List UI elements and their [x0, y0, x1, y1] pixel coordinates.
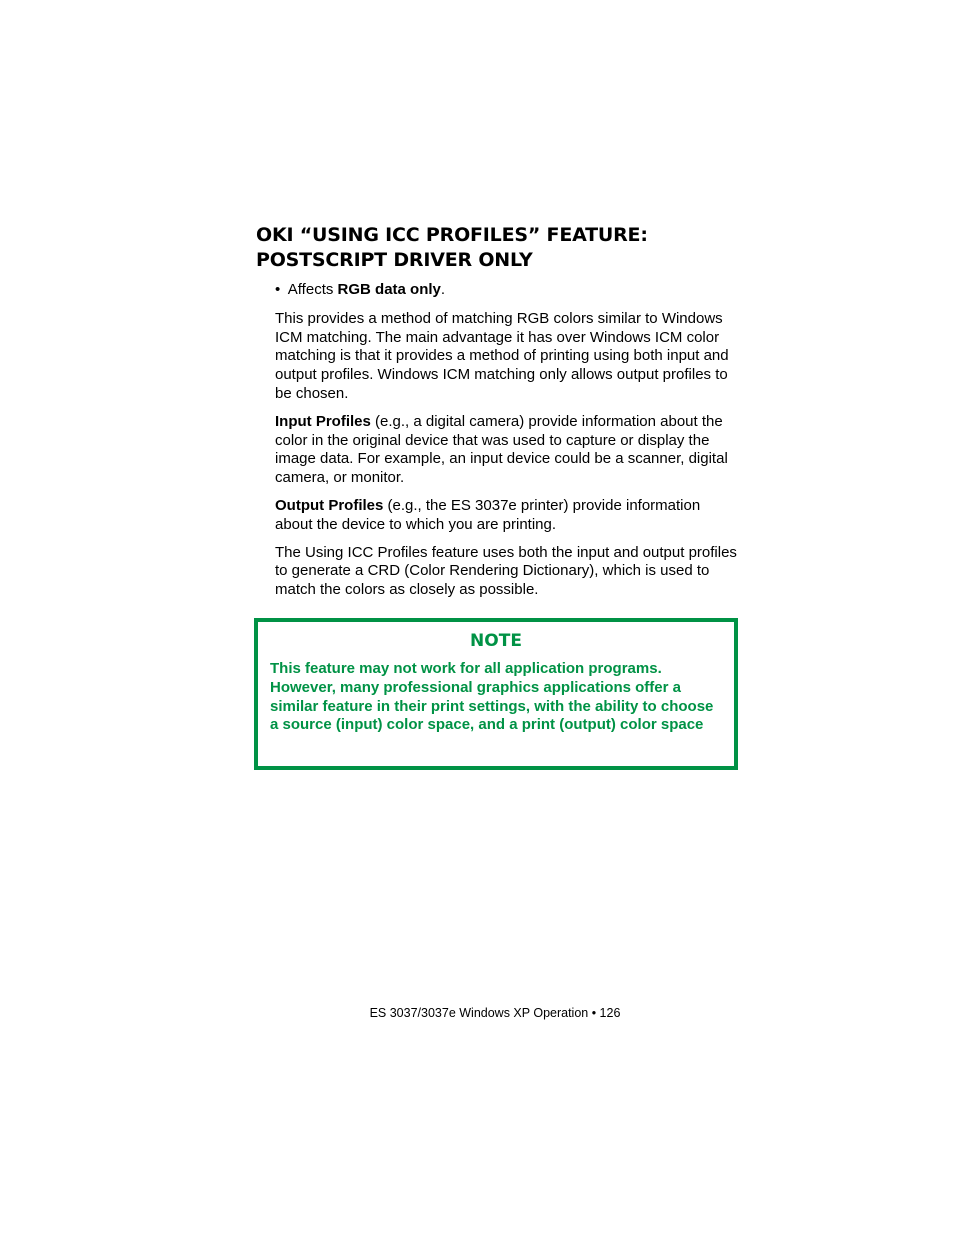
paragraph-intro: This provides a method of matching RGB colors similar to Windows ICM matching. The main advantage it has over Windows ICM color matching is that it provides a method of printing using both input and output profiles. Windows ICM matching only allows output profiles to be chosen. [275, 309, 729, 402]
bullet-suffix: . [440, 281, 446, 298]
paragraph-input-profiles [275, 413, 737, 488]
input-profiles-term: Input Profiles [275, 412, 371, 430]
bullet-marker: • [275, 281, 281, 298]
note-title: NOTE [470, 631, 522, 651]
input-profiles-description: (e.g., a digital camera) provide information about the color in the original device that was used to capture or display the image data. For example, an input device could be a scanner, digital camera, or monitor. [275, 412, 728, 487]
body-content [275, 281, 737, 609]
paragraph-output-profiles [275, 497, 737, 535]
output-profiles-description: (e.g., the ES 3037e printer) provide information about the device to which you are printing. [275, 496, 701, 533]
page-footer: ES 3037/3037e Windows XP Operation • 126 [369, 1006, 621, 1020]
bullet-prefix: Affects [287, 281, 338, 298]
section-heading-line1: OKI “USING ICC PROFILES” FEATURE: [256, 224, 648, 246]
bullet-bold-text: RGB data only [337, 281, 441, 298]
paragraph-crd: The Using ICC Profiles feature uses both the input and output profiles to generate a CRD (Color Rendering Dictionary), which is used to match the colors as closely as possible. [275, 543, 737, 599]
note-box [254, 618, 738, 770]
output-profiles-term: Output Profiles [275, 496, 384, 514]
section-heading [256, 223, 776, 273]
note-text: This feature may not work for all application programs. However, many professional graphics applications offer a similar feature in their print settings, with the ability to choose a source (input) color space, and a print (output) color space [270, 660, 714, 734]
section-heading-line2: POSTSCRIPT DRIVER ONLY [256, 249, 533, 271]
bullet-item [275, 281, 737, 300]
